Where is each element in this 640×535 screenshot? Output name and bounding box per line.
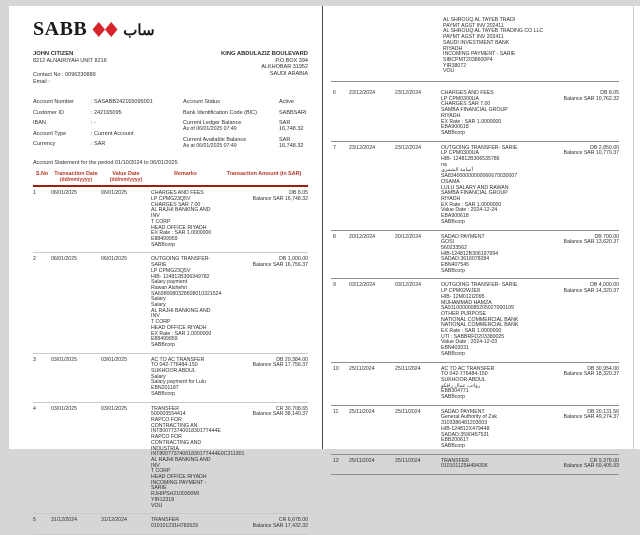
cell-sno: 3 (33, 353, 51, 402)
header-value-date: Value Date (dd/mm/yyyy) (101, 171, 151, 186)
transaction-row (331, 279, 619, 362)
header-amount: Transaction Amount (in SAR) (220, 171, 308, 186)
cell-transaction-date: 25/11/2024 (349, 454, 395, 474)
paper-sheet (9, 6, 640, 529)
branch-pobox: P.O.BOX 394 (275, 57, 308, 64)
cell-sno: 9 (331, 279, 349, 362)
cell-amount: DB 30,954.00 Balance SAR 18,320.37 (527, 362, 619, 405)
branch-address (221, 51, 308, 85)
branch-city: ALKHOBAR 31952 (261, 64, 308, 71)
cell-transaction-date: 03/01/2025 (51, 353, 101, 402)
detail-item (183, 110, 308, 116)
cell-sno: 5 (33, 514, 51, 534)
detail-item (183, 99, 308, 105)
sabb-arabic-wordmark: ساب (123, 21, 155, 39)
transactions-table-page1 (33, 171, 308, 534)
cell-sno: 11 (331, 405, 349, 454)
transaction-row (331, 87, 619, 141)
cell-transaction-date: 06/01/2025 (51, 186, 101, 253)
cell-value-date: 23/12/2024 (395, 87, 441, 141)
statement-page-1 (9, 6, 322, 529)
transaction-row (33, 253, 308, 353)
cell-transaction-date: 31/12/2024 (51, 514, 101, 534)
cell-remarks: TRANSFER 010101231H782629 (151, 514, 220, 534)
detail-value: : Current Account (91, 130, 134, 137)
cell-amount: DB 2,850.00 Balance SAR 10,770.37 (527, 141, 619, 230)
detail-item (33, 120, 183, 126)
statement-page-2 (322, 6, 634, 470)
detail-item (33, 131, 183, 137)
cell-remarks: CHARGES AND FEES LP CPM0300UA CHARGES SAR 7.00 SAMBA FINANCIAL GROUP RIYADH EX Rate : SAR 1.0000000 EBA900618 SABBcorp (441, 87, 527, 141)
detail-label: Currency (33, 141, 56, 148)
cell-sno: 8 (331, 230, 349, 279)
cell-remarks: OUTGOING TRANSFER- SARIE LP CPM02WJE8 HIB- 12M012I2095 MUHAMMAD HAMZA SA91100000085205027000109 OTHER PURPOSE NATIONAL COMMERCIAL BANK NATIONAL COMMERCIAL BANK EX Rate : SAR 1.0000000 UTI : SABBRFD203380025 Value Date : 2024-12-03 EBN403031 SABBcorp (441, 279, 527, 362)
cell-transaction-date: 20/12/2024 (349, 230, 395, 279)
cell-sno: 12 (331, 454, 349, 474)
cell-transaction-date: 25/11/2024 (349, 405, 395, 454)
header-sno: S.No (33, 171, 51, 186)
customer-contact: Contact No : 0096230889 (33, 72, 96, 79)
detail-value: Active (279, 99, 294, 106)
cell-remarks: TRANSFER 500003554414 RAPCO FOR CONTRACTING AN INT8007737400183017T444E RAPCO FOR CONTRACTING AND INDUSTRIA INT8007737400183017T444E0C311301 AL RAJHI BANKING AND INV T CORP HEAD OFFICE RIYADH INCOMING PAYMENT - SARIE RJHIPSH2100300MI YIR12318 VOU (151, 402, 220, 514)
transaction-row (331, 405, 619, 454)
cell-amount: CR 30,708.65 Balance SAR 38,140.37 (220, 402, 308, 514)
cell-value-date: 06/01/2025 (101, 253, 151, 353)
detail-item (33, 110, 183, 116)
cell-remarks: TRANSFER 010101125H494306 (441, 454, 527, 474)
cell-sno: 6 (331, 87, 349, 141)
account-details-right (183, 99, 308, 153)
continued-remarks: AL SHROUQ AL TAYEB TRADI PAYMT AGST INV 202411 AL SHROUQ AL TAYEB TRADING CO LLC PAYMT AGST INV 202411 SAUDI INVESTMENT BANK RIYADH INCOMING PAYMENT - SARIE SIBCPMT2038600P4 YIR38072 VOU (331, 10, 619, 82)
cell-sno: 4 (33, 402, 51, 514)
cell-amount: DB 1,000.00 Balance SAR 16,756.37 (220, 253, 308, 353)
cell-value-date: 23/12/2024 (395, 141, 441, 230)
detail-value: : SAR (91, 141, 106, 148)
cell-transaction-date: 03/01/2025 (51, 402, 101, 514)
transaction-row (33, 353, 308, 402)
customer-address (33, 51, 107, 85)
cell-remarks: SADAD PAYMENT GOSI 560233562 HIB-124812B306197994 SADAD:3616078284 EBN407545 SABBcorp (441, 230, 527, 279)
transaction-row (331, 454, 619, 474)
customer-name: JOHN CITIZEN (33, 51, 74, 57)
sabb-wordmark: SABB (33, 18, 88, 40)
transaction-row (33, 186, 308, 253)
sabb-logo (33, 18, 308, 41)
branch-name: KING ABDULAZIZ BOULEVARD (221, 51, 308, 57)
cell-amount: DB 20,131.56 Balance SAR 49,274.37 (527, 405, 619, 454)
detail-label: Account Type (33, 130, 67, 137)
detail-value: : - (91, 120, 96, 127)
detail-value: : 242165095 (91, 109, 122, 116)
detail-value: SABBSARI (279, 109, 307, 116)
transaction-row (33, 514, 308, 534)
cell-remarks: AC TO AC TRANSFER TO 042-776484-150 SUKHOOR ABDUL Salary Salary payment for Lulu EBN201187 SABBcorp (151, 353, 220, 402)
transaction-row (331, 230, 619, 279)
cell-transaction-date: 06/01/2025 (51, 253, 101, 353)
customer-street: 8212 ALNAIRIYAH UNIT 8216 (33, 57, 107, 64)
cell-amount: CR 6,678.00 Balance SAR 17,432.32 (220, 514, 308, 534)
cell-amount: DB 700.00 Balance SAR 13,620.37 (527, 230, 619, 279)
detail-label: Account Status (183, 99, 220, 106)
transactions-header (33, 171, 308, 186)
detail-item (183, 120, 308, 132)
cell-amount: DB 8.05 Balance SAR 16,748.32 (220, 186, 308, 253)
detail-label: Bank Identification Code (BIC) (183, 109, 257, 116)
cell-remarks: AC TO AC TRANSFER TO 042-776484-150 SUKHOOR ABDUL رواتب عمال رافكو EBB304771 SABBcorp (441, 362, 527, 405)
cell-remarks: SADAD PAYMENT General Authority of Zak 3103386481203003 HIB-124812X479448 SADAD:3590457531 EBB200617 SABBcorp (441, 405, 527, 454)
detail-label: Current Available Balance As at 06/01/2025 07:49 (183, 136, 247, 149)
cell-amount: DB 4,000.00 Balance SAR 14,320.37 (527, 279, 619, 362)
statement-period: Account Statement for the period 01/10/2024 to 06/01/2025 (33, 160, 178, 167)
cell-value-date: 03/01/2025 (101, 353, 151, 402)
cell-amount: DB 8.05 Balance SAR 10,762.32 (527, 87, 619, 141)
detail-value: SAR 16,748.32 (279, 120, 304, 133)
detail-item (183, 137, 308, 149)
cell-transaction-date: 25/11/2024 (349, 362, 395, 405)
detail-value: : SASABB242165095001 (91, 99, 153, 106)
cell-transaction-date: 23/12/2024 (349, 141, 395, 230)
cell-sno: 10 (331, 362, 349, 405)
detail-label: Customer ID (33, 109, 64, 116)
detail-label: Account Number (33, 99, 74, 106)
cell-remarks: CHARGES AND FEES LP CPMG23Q5V CHARGES SAR 7.00 AL RAJHI BANKING AND INV T CORP HEAD OFFICE RIYADH EX Rate : SAR 1.0000000 E88499959 SABBcorp (151, 186, 220, 253)
branch-country: SAUDI ARABIA (269, 70, 308, 77)
cell-transaction-date: 03/12/2024 (349, 279, 395, 362)
cell-value-date: 25/11/2024 (395, 362, 441, 405)
cell-remarks: OUTGOING TRANSFER- SARIE LP CPMG23Q5V HIB- 124812B306349782 Salary payment Rawan Alshehri SA6980080328608010321524 Salary Salary AL RAJHI BANKING AND INV T CORP HEAD OFFICE RIYADH EX Rate : SAR 1.0000000 E88499959 SABBcorp (151, 253, 220, 353)
transaction-row (331, 141, 619, 230)
cell-sno: 1 (33, 186, 51, 253)
cell-value-date: 25/11/2024 (395, 454, 441, 474)
transactions-table-page2 (331, 87, 619, 475)
cell-amount: DB 20,384.00 Balance SAR 17,756.37 (220, 353, 308, 402)
detail-item (33, 99, 183, 105)
address-section (33, 51, 308, 85)
customer-email: Email : (33, 78, 50, 85)
cell-transaction-date: 23/12/2024 (349, 87, 395, 141)
cell-value-date: 03/12/2024 (395, 279, 441, 362)
cell-sno: 7 (331, 141, 349, 230)
transaction-row (331, 362, 619, 405)
detail-label: Current Ledger Balance As of 06/01/2025 07:49 (183, 120, 242, 133)
cell-value-date: 31/12/2024 (101, 514, 151, 534)
cell-value-date: 06/01/2025 (101, 186, 151, 253)
account-details-left (33, 99, 183, 153)
transaction-row (33, 402, 308, 514)
cell-value-date: 03/01/2025 (101, 402, 151, 514)
detail-value: SAR 16,748.32 (279, 136, 304, 149)
detail-label: IBAN (33, 120, 46, 127)
cell-amount: CR 9,378.00 Balance SAR 69,405.93 (527, 454, 619, 474)
header-remarks: Remarks (151, 171, 220, 186)
account-details (33, 99, 308, 153)
cell-value-date: 20/12/2024 (395, 230, 441, 279)
cell-sno: 2 (33, 253, 51, 353)
cell-value-date: 25/11/2024 (395, 405, 441, 454)
detail-item (33, 141, 183, 147)
header-transaction-date: Transaction Date (dd/mm/yyyy) (51, 171, 101, 186)
sabb-hexagon-icon (92, 22, 118, 37)
cell-remarks: OUTGOING TRANSFER- SARIE LP CPM0300UA HIB- 124812B306535786 na أسامة الشمري SA834000000000066670030007 OSAMA LULU SALARY AND RAWAN SAMBA FINANCIAL GROUP RIYADH EX Rate : SAR 1.0000000 Value Date : 2024-12-24 EBA900618 SABBcorp (441, 141, 527, 230)
